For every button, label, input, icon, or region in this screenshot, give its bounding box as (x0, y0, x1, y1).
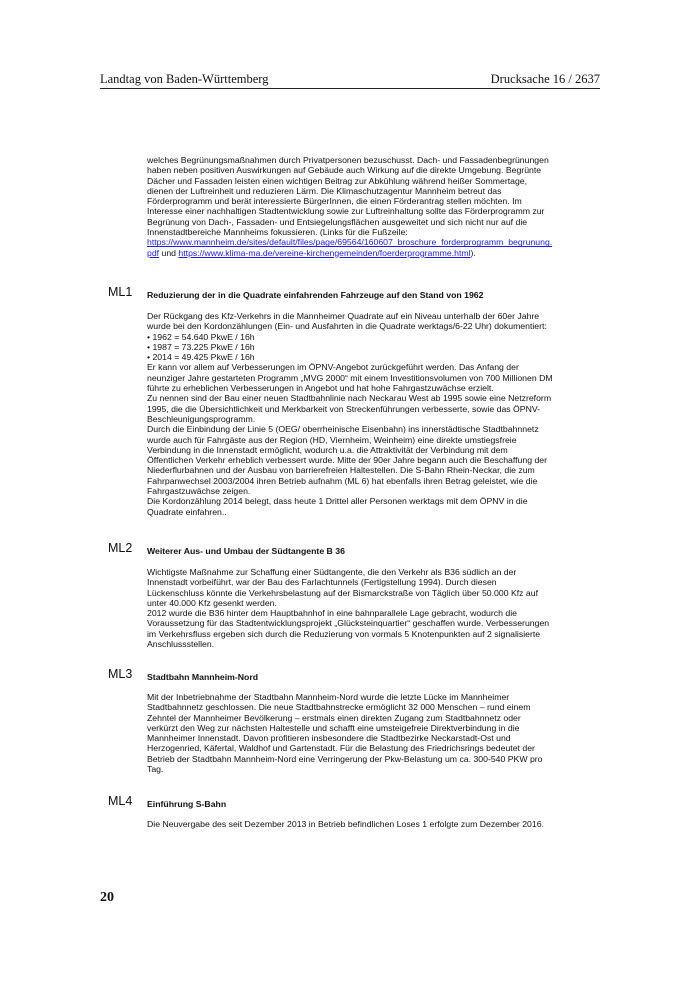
text-line: Öffentlichen Verkehr erheblich verbessert wurde. Mitte der 90er Jahre begann auch die Beschaffung der (147, 455, 548, 466)
section-code: ML1 (108, 285, 133, 299)
text-line: Begrünung von Dach-, Fassaden- und Entsiegelungsflächen ausgeweitet und sich nicht nur auf die (147, 216, 528, 227)
section-code: ML2 (108, 541, 133, 555)
header-document-number: Drucksache 16 / 2637 (490, 72, 600, 86)
text-line: Fahrgastzuwächse zeigen. (147, 486, 251, 497)
text-line: 1995, die die Übersichtlichkeit und Merkbarkeit von Streckenführungen verbesserte, sowie das ÖPNV- (147, 403, 541, 414)
link-broschure-end[interactable]: pdf (147, 247, 160, 258)
text-line: Niederflurbahnen und der Ausbau von barrierefreien Haltestellen. Die S-Bahn Rhein-Neckar, die zum (147, 465, 535, 476)
header-parliament: Landtag von Baden-Württemberg (100, 72, 269, 86)
text-line: Dächer und Fassaden leisten einen wichtigen Beitrag zur Abkühlung während heißer Sommertage, (147, 175, 528, 186)
text-line (147, 248, 597, 258)
text-line: haben neben positiven Auswirkungen auf Gebäude auch Wirkung auf die direkte Umgebung. Begrünte (147, 165, 542, 176)
section-title: Einführung S-Bahn (147, 799, 227, 809)
text-line: Der Rückgang des Kfz-Verkehrs in die Mannheimer Quadrate auf ein Niveau unterhalb der 60er Jahre (147, 311, 540, 321)
text-line: Anschlussstellen. (147, 639, 215, 650)
text-line: wurde bei den Kordonzählungen (Ein- und Ausfahrten in die Quadrate werktags/6-22 Uhr) dokumentiert: (147, 321, 547, 332)
text-line: Beschleunigungsprogramm. (147, 413, 256, 424)
text-line: Die Neuvergabe des seit Dezember 2013 in Betrieb befindlichen Loses 1 erfolgte zum Dezember 2016. (147, 819, 544, 829)
section-title: Stadtbahn Mannheim-Nord (147, 672, 259, 682)
section-code: ML4 (108, 794, 133, 808)
text-line: welches Begrünungsmaßnahmen durch Privatpersonen bezuschusst. Dach- und Fassadenbegrünungen (147, 155, 549, 165)
section-title: Weiterer Aus- und Umbau der Südtangente B 36 (147, 546, 345, 556)
text-line: verkürzt den Weg zur nächsten Haltestelle und schafft eine umsteigefreie Direktverbindung in die (147, 722, 520, 733)
section-body-ml2 (147, 567, 597, 649)
text-line: • 2014 = 49.425 PkwE / 16h (147, 352, 255, 363)
text-line: unter 40.000 Kfz gesenkt werden. (147, 597, 277, 608)
text-line: Mit der Inbetriebnahme der Stadtbahn Mannheim-Nord wurde die letzte Lücke im Mannheimer (147, 692, 510, 702)
text-line: Lückenschluss könnte die Verkehrsbelastung auf der Bismarckstraße von Täglich über 50.000 Kfz auf (147, 587, 538, 598)
text-line: führte zu erheblichen Verbesserungen in Angebot und hat hohe Fahrgastzuwächse erzielt. (147, 383, 494, 394)
section-body-ml3 (147, 692, 597, 774)
text-line: Mannheimer Innenstadt. Davon profitieren insbesondere die Stadtbezirke Neckarstadt-Ost und (147, 733, 511, 744)
text-line: Durch die Einbindung der Linie 5 (OEG/ oberrheinische Eisenbahn) ins innerstädtische Stadtbahnnetz (147, 424, 539, 435)
text-line: wurde auch für Fahrgäste aus der Region (HD, Viernheim, Weinheim) eine direkte umstiegsfreie (147, 434, 517, 445)
text-line: Betrieb der Stadtbahn Mannheim-Nord eine Verringerung der Pkw-Belastung um ca. 300-540 PKW pro (147, 753, 543, 764)
text-line: Voraussetzung für das Stadtentwicklungsprojekt „Glücksteinquartier“ geschaffen wurde. Verbesserungen (147, 618, 550, 629)
text-line: Herzogenried, Käfertal, Waldhof und Gartenstadt. Für die Belastung des Friedrichsrings bedeutet der (147, 743, 535, 754)
text-line: Wichtigste Maßnahme zur Schaffung einer Südtangente, die den Verkehr als B36 südlich an der (147, 567, 517, 577)
text-line: Förderprogramm und berät interessierte BürgerInnen, die einen Förderantrag stellen möchten. Im (147, 196, 522, 207)
text-line: neunziger Jahre gestarteten Programm „MVG 2000“ mit einem Investitionsvolumen von 700 Millionen DM (147, 372, 553, 383)
intro-paragraph (147, 155, 597, 258)
section-body-ml1 (147, 311, 597, 517)
text-line: Er kann vor allem auf Verbesserungen im ÖPNV-Angebot zurückgeführt werden. Das Anfang der (147, 362, 519, 373)
section-code: ML3 (108, 667, 133, 681)
text-line: 2012 wurde die B36 hinter dem Hauptbahnhof in eine bahnparallele Lage gebracht, wodurch die (147, 608, 517, 619)
section-title: Reduzierung der in die Quadrate einfahrenden Fahrzeuge auf den Stand von 1962 (147, 290, 484, 300)
text-line: Innenstadt vorbeiführt, war der Bau des Farlachtunnels (Fertigstellung 1994). Durch diesen (147, 577, 497, 588)
text-line: Stadtbahnnetz geschlossen. Die neue Stadtbahnstrecke ermöglicht 32 000 Menschen – rund einem (147, 702, 531, 713)
text-line (147, 237, 597, 247)
text-line: im Verkehrsfluss ergeben sich durch die Reduzierung von vormals 5 Knotenpunkten auf 2 signalisierte (147, 628, 541, 639)
text-line: Die Kordonzählung 2014 belegt, dass heute 1 Drittel aller Personen werktags mit dem ÖPNV in die (147, 496, 528, 507)
page-number: 20 (100, 890, 114, 905)
text-line: Verbindung in die Innenstadt ermöglicht, wodurch u.a. die Attraktivität der Verbindung mit dem (147, 444, 508, 455)
section-body-ml4 (147, 819, 597, 829)
text-line: • 1962 = 54.640 PkwE / 16h (147, 331, 255, 342)
text-line: • 1987 = 73.225 PkwE / 16h (147, 341, 255, 352)
text-line: Zu nennen sind der Bau einer neuen Stadtbahnlinie nach Neckarau West ab 1995 sowie eine Netzreform (147, 393, 552, 404)
text-line: Tag. (147, 764, 164, 775)
text-line: Zehntel der Mannheimer Bevölkerung – erstmals einen direkten Zugang zum Stadtbahnnetz oder (147, 712, 521, 723)
closing-text: ). (470, 247, 476, 258)
link-broschure[interactable]: https://www.mannheim.de/sites/default/files/page/69564/160607_broschure_forderprogramm_begrunung. (147, 237, 553, 248)
text-line: Innenstadtbereiche Mannheims fokussieren. (Links für die Fußzeile: (147, 227, 408, 238)
text-line: Fahrpanwechsel 2003/2004 ihren Betrieb aufnahm (ML 6) hat ebenfalls ihren Betrag geleistet, wie die (147, 475, 538, 486)
text-line: Quadrate einfahren.. (147, 506, 227, 517)
and-text: und (159, 247, 179, 258)
text-line: dienen der Luftreinheit und reduzieren Lärm. Die Klimaschutzagentur Mannheim betreut das (147, 185, 502, 196)
text-line: Interesse einer nachhaltigen Stadtentwicklung sowie zur Luftreinhaltung sollte das Förderprogramm zur (147, 206, 545, 217)
link-foerderprogramme[interactable]: https://www.klima-ma.de/vereine-kirchengemeinden/foerderprogramme.html (178, 247, 471, 258)
